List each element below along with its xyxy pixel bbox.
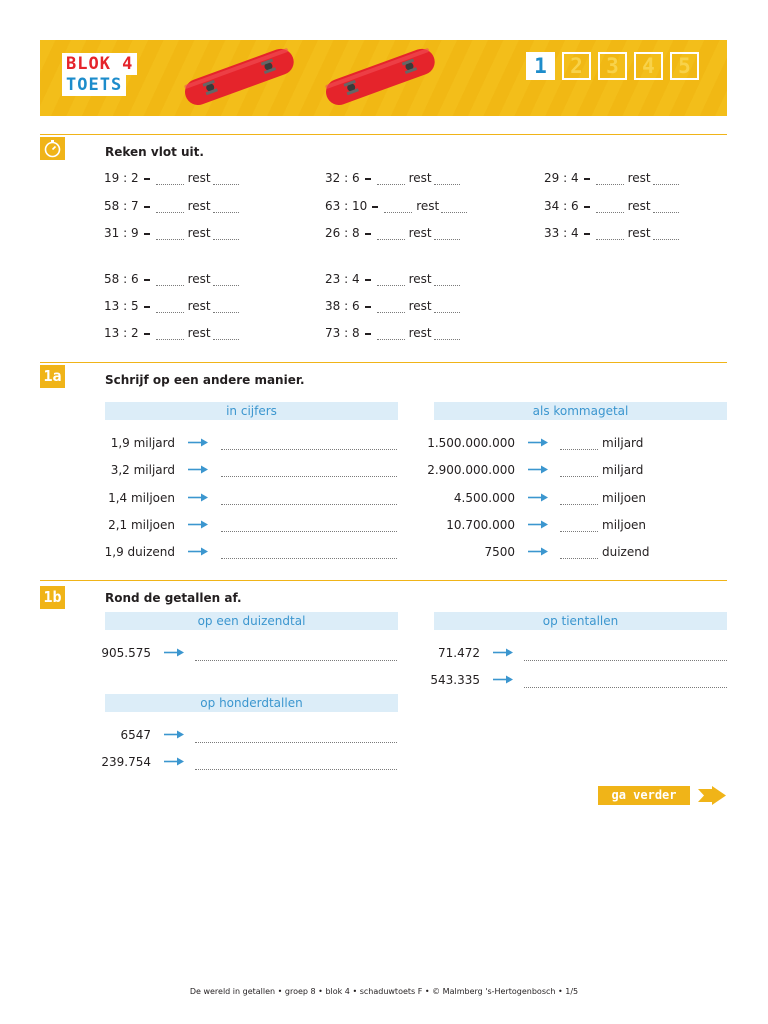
division-expression: 32 : 6 xyxy=(325,171,360,185)
step-2: 2 xyxy=(562,52,591,80)
answer-blank[interactable] xyxy=(156,328,184,340)
equals-dash xyxy=(144,178,150,180)
answer-blank[interactable] xyxy=(596,228,624,240)
rest-blank[interactable] xyxy=(213,201,239,213)
number-to-round: 239.754 xyxy=(101,755,151,769)
unit-label: miljard xyxy=(602,436,644,450)
skateboard-illustration xyxy=(174,44,304,108)
answer-blank[interactable] xyxy=(377,228,405,240)
arrow-right-icon xyxy=(164,730,184,739)
division-item xyxy=(325,226,460,240)
rest-blank[interactable] xyxy=(653,228,679,240)
stopwatch-icon xyxy=(40,137,65,160)
division-item xyxy=(104,326,239,340)
division-item xyxy=(104,226,239,240)
number-to-round: 6547 xyxy=(120,728,151,742)
answer-line[interactable] xyxy=(524,687,727,688)
unit-label: miljoen xyxy=(602,518,647,532)
equals-dash xyxy=(144,279,150,281)
division-expression: 26 : 8 xyxy=(325,226,360,240)
answer-line[interactable] xyxy=(560,449,598,450)
step-3: 3 xyxy=(598,52,627,80)
rest-blank[interactable] xyxy=(213,173,239,185)
blok-toets-logo xyxy=(62,53,150,98)
division-item xyxy=(544,226,679,240)
arrow-right-icon xyxy=(188,438,208,447)
rest-blank[interactable] xyxy=(213,228,239,240)
rest-blank[interactable] xyxy=(434,173,460,185)
division-expression: 33 : 4 xyxy=(544,226,579,240)
equals-dash xyxy=(144,233,150,235)
arrow-right-icon xyxy=(164,648,184,657)
number-in-digits: 2.900.000.000 xyxy=(427,463,515,477)
answer-blank[interactable] xyxy=(384,201,412,213)
answer-blank[interactable] xyxy=(596,173,624,185)
equals-dash xyxy=(365,178,371,180)
exercise-badge-1a: 1a xyxy=(40,365,65,388)
rest-blank[interactable] xyxy=(434,328,460,340)
division-item xyxy=(325,171,460,185)
division-item xyxy=(325,326,460,340)
answer-blank[interactable] xyxy=(156,274,184,286)
number-in-digits: 10.700.000 xyxy=(446,518,515,532)
number-in-words: 1,9 duizend xyxy=(104,545,175,559)
arrow-right-icon xyxy=(164,757,184,766)
section-divider xyxy=(40,580,727,581)
division-item xyxy=(104,272,239,286)
rest-label: rest xyxy=(187,226,211,240)
arrow-right-icon xyxy=(528,493,548,502)
section-divider xyxy=(40,362,727,363)
unit-label: miljard xyxy=(602,463,644,477)
division-expression: 58 : 6 xyxy=(104,272,139,286)
rest-label: rest xyxy=(187,299,211,313)
rest-blank[interactable] xyxy=(213,328,239,340)
rest-label: rest xyxy=(627,226,651,240)
equals-dash xyxy=(584,206,590,208)
answer-line[interactable] xyxy=(195,742,397,743)
rest-blank[interactable] xyxy=(434,301,460,313)
column-header-tientallen: op tientallen xyxy=(434,612,727,630)
rest-label: rest xyxy=(627,171,651,185)
number-in-digits: 7500 xyxy=(484,545,515,559)
answer-line[interactable] xyxy=(560,504,598,505)
logo-line1: BLOK 4 xyxy=(62,53,137,75)
equals-dash xyxy=(365,279,371,281)
answer-blank[interactable] xyxy=(596,201,624,213)
division-item xyxy=(325,272,460,286)
answer-line[interactable] xyxy=(221,504,397,505)
division-item xyxy=(544,199,679,213)
answer-blank[interactable] xyxy=(377,328,405,340)
header-banner xyxy=(40,40,727,116)
number-in-words: 1,4 miljoen xyxy=(108,491,175,505)
division-expression: 19 : 2 xyxy=(104,171,139,185)
number-in-digits: 4.500.000 xyxy=(453,491,515,505)
arrow-right-icon xyxy=(528,465,548,474)
answer-line[interactable] xyxy=(221,531,397,532)
arrow-right-icon xyxy=(188,493,208,502)
arrow-right-icon xyxy=(493,648,513,657)
rest-label: rest xyxy=(408,171,432,185)
answer-blank[interactable] xyxy=(156,228,184,240)
instruction-1b: Rond de getallen af. xyxy=(105,591,242,605)
equals-dash xyxy=(584,233,590,235)
column-header-honderdtallen: op honderdtallen xyxy=(105,694,398,712)
division-expression: 63 : 10 xyxy=(325,199,368,213)
rest-blank[interactable] xyxy=(213,301,239,313)
equals-dash xyxy=(365,233,371,235)
rest-blank[interactable] xyxy=(213,274,239,286)
division-item xyxy=(104,299,239,313)
instruction-1a: Schrijf op een andere manier. xyxy=(105,373,305,387)
rest-label: rest xyxy=(408,272,432,286)
answer-line[interactable] xyxy=(221,558,397,559)
unit-label: duizend xyxy=(602,545,650,559)
number-in-digits: 1.500.000.000 xyxy=(427,436,515,450)
equals-dash xyxy=(584,178,590,180)
column-header-duizendtal: op een duizendtal xyxy=(105,612,398,630)
step-4: 4 xyxy=(634,52,663,80)
answer-blank[interactable] xyxy=(377,301,405,313)
answer-line[interactable] xyxy=(221,449,397,450)
answer-line[interactable] xyxy=(560,531,598,532)
rest-label: rest xyxy=(627,199,651,213)
division-expression: 23 : 4 xyxy=(325,272,360,286)
answer-blank[interactable] xyxy=(377,173,405,185)
arrow-right-icon xyxy=(188,520,208,529)
answer-blank[interactable] xyxy=(156,173,184,185)
arrow-right-icon xyxy=(528,438,548,447)
division-item xyxy=(544,171,679,185)
division-expression: 38 : 6 xyxy=(325,299,360,313)
division-expression: 13 : 2 xyxy=(104,326,139,340)
rest-blank[interactable] xyxy=(434,228,460,240)
column-header-in-cijfers: in cijfers xyxy=(105,402,398,420)
equals-dash xyxy=(144,206,150,208)
division-expression: 13 : 5 xyxy=(104,299,139,313)
rest-blank[interactable] xyxy=(653,201,679,213)
rest-label: rest xyxy=(408,326,432,340)
instruction-timer: Reken vlot uit. xyxy=(105,145,204,159)
logo-line2: TOETS xyxy=(62,74,126,96)
equals-dash xyxy=(365,306,371,308)
rest-label: rest xyxy=(416,199,440,213)
division-item xyxy=(325,199,467,213)
equals-dash xyxy=(144,306,150,308)
answer-line[interactable] xyxy=(221,476,397,477)
rest-label: rest xyxy=(408,299,432,313)
skateboard-illustration xyxy=(315,44,445,108)
division-expression: 29 : 4 xyxy=(544,171,579,185)
number-in-words: 1,9 miljard xyxy=(110,436,175,450)
division-expression: 58 : 7 xyxy=(104,199,139,213)
section-divider xyxy=(40,134,727,135)
step-5: 5 xyxy=(670,52,699,80)
answer-line[interactable] xyxy=(560,476,598,477)
answer-line[interactable] xyxy=(560,558,598,559)
arrow-right-icon xyxy=(528,547,548,556)
answer-blank[interactable] xyxy=(156,301,184,313)
column-header-kommagetal: als kommagetal xyxy=(434,402,727,420)
rest-blank[interactable] xyxy=(441,201,467,213)
equals-dash xyxy=(144,333,150,335)
equals-dash xyxy=(372,206,378,208)
arrow-right-icon xyxy=(528,520,548,529)
rest-label: rest xyxy=(408,226,432,240)
arrow-right-icon xyxy=(493,675,513,684)
rest-label: rest xyxy=(187,272,211,286)
number-to-round: 71.472 xyxy=(438,646,480,660)
rest-blank[interactable] xyxy=(434,274,460,286)
answer-blank[interactable] xyxy=(156,201,184,213)
unit-label: miljoen xyxy=(602,491,647,505)
equals-dash xyxy=(365,333,371,335)
arrow-right-icon xyxy=(188,547,208,556)
division-expression: 73 : 8 xyxy=(325,326,360,340)
rest-label: rest xyxy=(187,171,211,185)
step-1: 1 xyxy=(526,52,555,80)
ga-verder-label: ga verder xyxy=(598,786,690,805)
arrow-right-icon xyxy=(698,786,726,805)
answer-line[interactable] xyxy=(524,660,727,661)
arrow-right-icon xyxy=(188,465,208,474)
division-expression: 31 : 9 xyxy=(104,226,139,240)
exercise-badge-1b: 1b xyxy=(40,586,65,609)
number-in-words: 2,1 miljoen xyxy=(108,518,175,532)
number-to-round: 905.575 xyxy=(101,646,151,660)
answer-blank[interactable] xyxy=(377,274,405,286)
answer-line[interactable] xyxy=(195,769,397,770)
step-indicator xyxy=(526,52,699,80)
number-in-words: 3,2 miljard xyxy=(110,463,175,477)
stopwatch-badge xyxy=(40,137,65,160)
rest-label: rest xyxy=(187,199,211,213)
footer-text: De wereld in getallen • groep 8 • blok 4 • schaduwtoets F • © Malmberg 's-Hertogenbosch • 1/5 xyxy=(189,987,579,996)
division-expression: 34 : 6 xyxy=(544,199,579,213)
number-to-round: 543.335 xyxy=(430,673,480,687)
rest-label: rest xyxy=(187,326,211,340)
division-item xyxy=(325,299,460,313)
answer-line[interactable] xyxy=(195,660,397,661)
rest-blank[interactable] xyxy=(653,173,679,185)
division-item xyxy=(104,171,239,185)
division-item xyxy=(104,199,239,213)
